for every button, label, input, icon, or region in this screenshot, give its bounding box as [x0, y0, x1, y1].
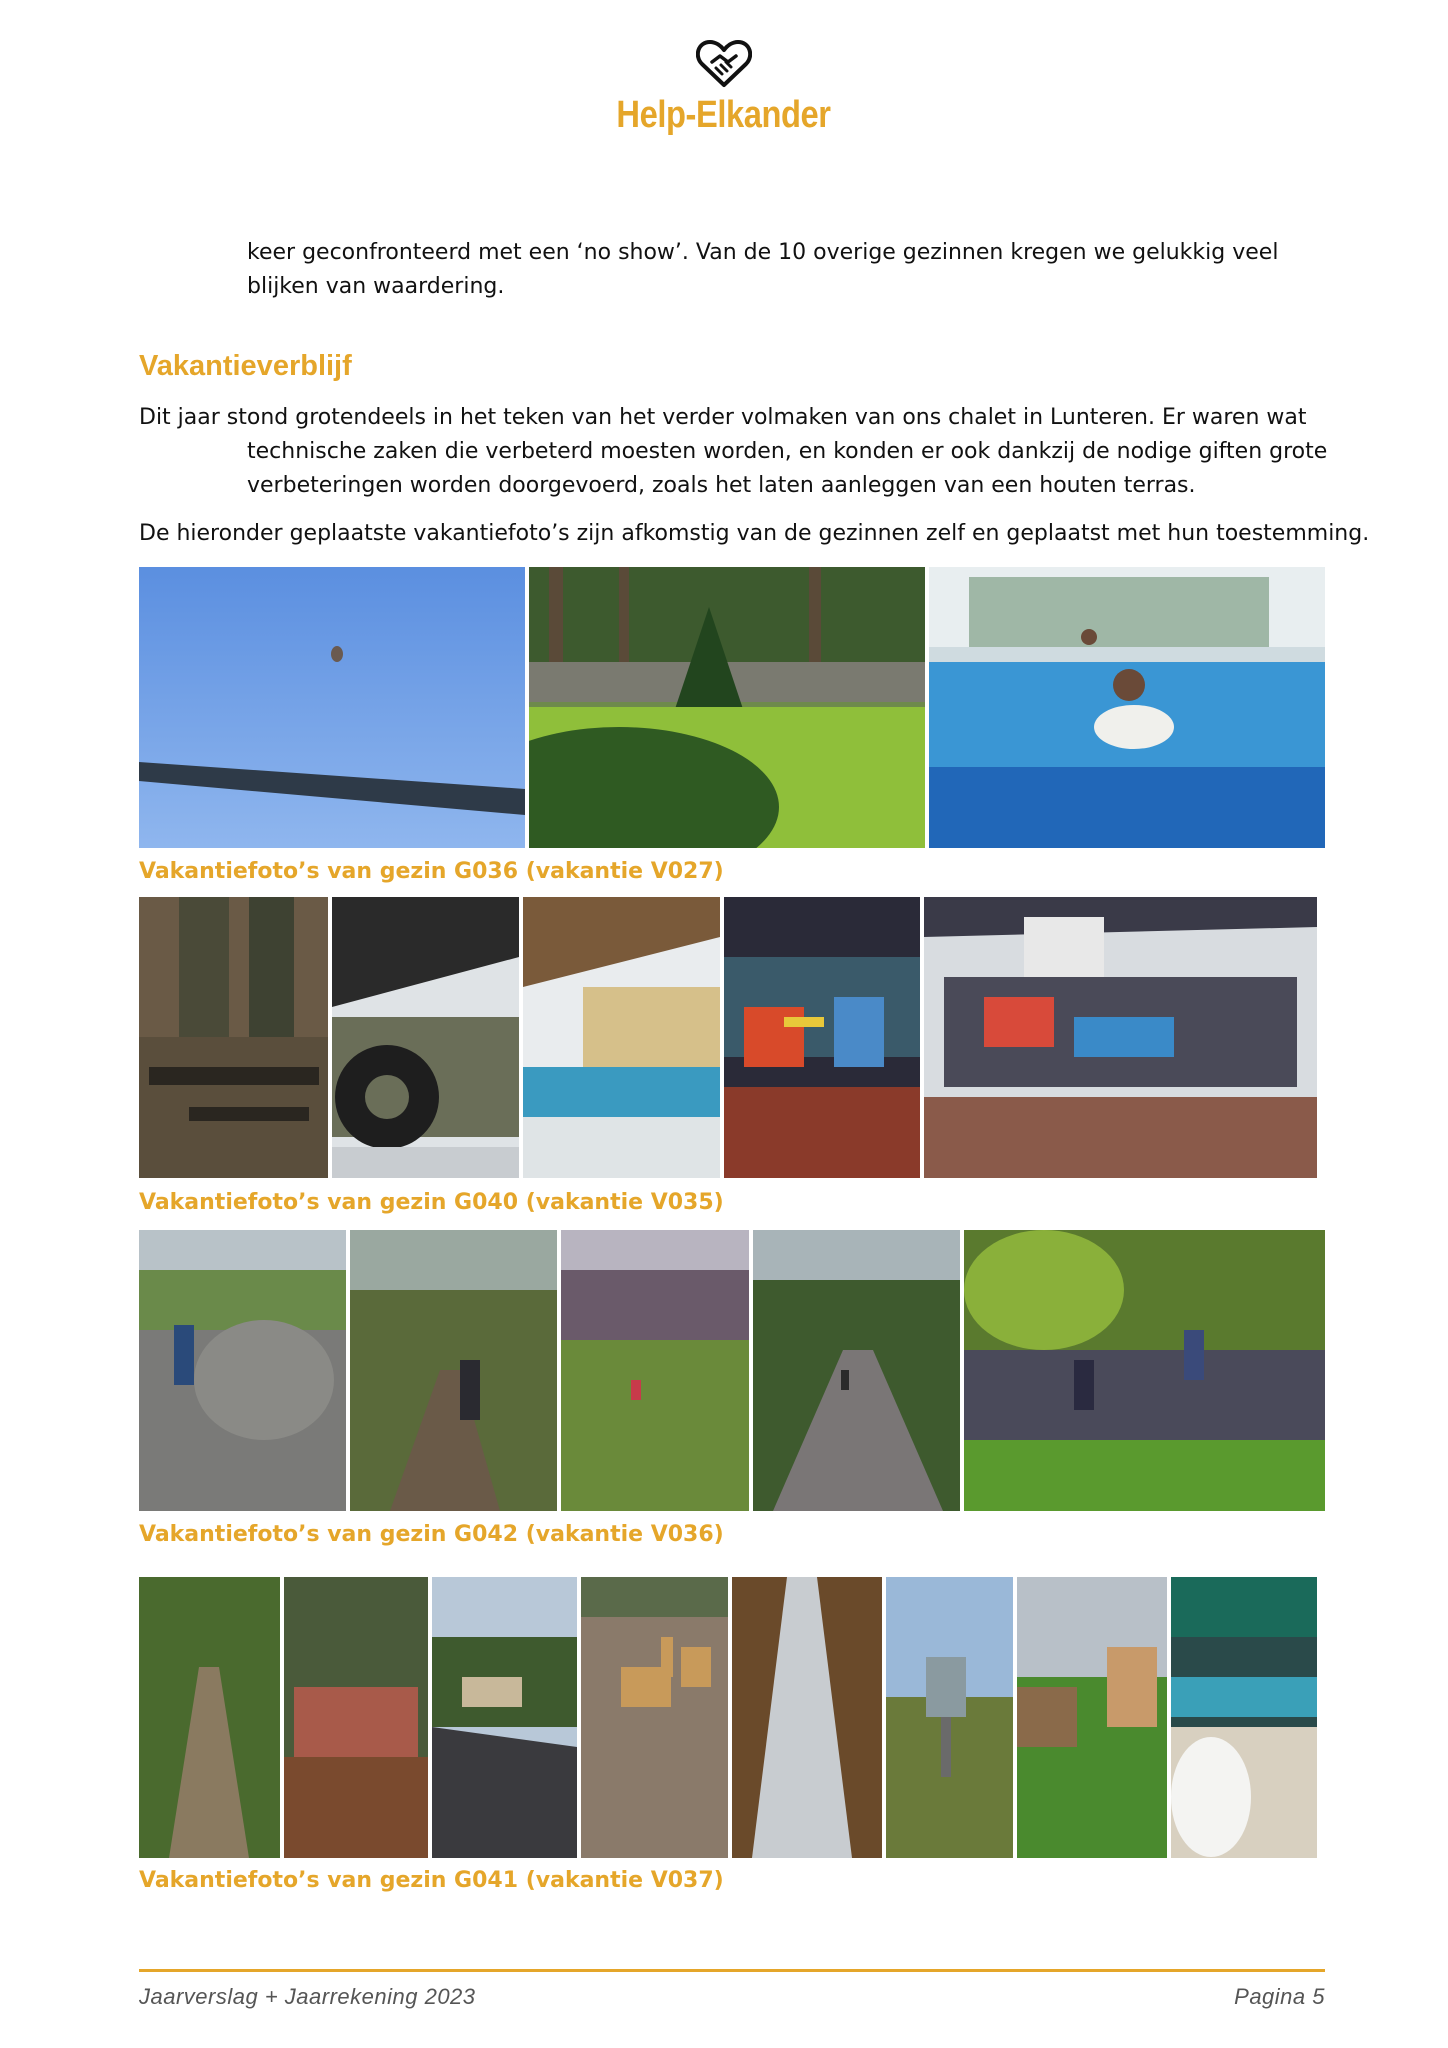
brand-name: Help-Elkander — [616, 94, 832, 136]
photo-gallery-g042 — [139, 1230, 1325, 1511]
intro-line-1: keer geconfronteerd met een ‘no show’. Van de 10 overige gezinnen kregen we gelukkig veel — [247, 240, 1279, 265]
photo-forest-path — [139, 1577, 280, 1858]
section-heading: Vakantieverblijf — [139, 350, 352, 382]
photo-large-boulder — [139, 1230, 346, 1511]
photo-indoor-pool-chair — [1171, 1577, 1317, 1858]
photo-forest-road — [753, 1230, 960, 1511]
photo-giraffes — [581, 1577, 728, 1858]
photo-holiday-park-road — [432, 1577, 577, 1858]
photo-indoor-pool — [929, 567, 1325, 848]
footer-page-number: Pagina 5 — [1234, 1984, 1325, 2009]
footer-divider — [139, 1969, 1325, 1972]
photo-garden-shed — [1017, 1577, 1167, 1858]
photo-forest-walkway — [350, 1230, 557, 1511]
photo-sky-balloon — [139, 567, 525, 848]
photo-gallery-g036 — [139, 567, 1325, 848]
footer-report-title: Jaarverslag + Jaarrekening 2023 — [139, 1984, 476, 2009]
header-logo — [0, 38, 1448, 137]
paragraph-2: De hieronder geplaatste vakantiefoto’s zijn afkomstig van de gezinnen zelf en geplaatst met hun toestemming. — [139, 521, 1370, 546]
gallery-caption-g036: Vakantiefoto’s van gezin G036 (vakantie V027) — [139, 859, 724, 884]
intro-line-2: blijken van waardering. — [247, 274, 505, 299]
photo-tree-house — [886, 1577, 1013, 1858]
photo-park-garden — [529, 567, 925, 848]
gallery-caption-g040: Vakantiefoto’s van gezin G040 (vakantie V035) — [139, 1190, 724, 1215]
photo-indoor-playground — [724, 897, 920, 1178]
paragraph-1-line-1: Dit jaar stond grotendeels in het teken van het verder volmaken van ons chalet in Lunteren. Er waren wat — [139, 405, 1307, 430]
photo-gallery-g040 — [139, 897, 1325, 1178]
photo-brick-wall — [284, 1577, 428, 1858]
paragraph-1-line-3: verbeteringen worden doorgevoerd, zoals het laten aanleggen van een houten terras. — [247, 473, 1196, 498]
handshake-heart-icon — [696, 38, 752, 88]
photo-children-playing — [964, 1230, 1325, 1511]
photo-ruins-lawn — [561, 1230, 749, 1511]
photo-stairway — [732, 1577, 882, 1858]
photo-military-truck — [332, 897, 519, 1178]
photo-gallery-g041 — [139, 1577, 1325, 1858]
gallery-caption-g041: Vakantiefoto’s van gezin G041 (vakantie V037) — [139, 1868, 724, 1893]
photo-swimming-hall — [523, 897, 720, 1178]
gallery-caption-g042: Vakantiefoto’s van gezin G042 (vakantie V036) — [139, 1522, 724, 1547]
photo-military-museum-figures — [139, 897, 328, 1178]
paragraph-1-line-2: technische zaken die verbeterd moesten worden, en konden er ook dankzij de nodige giften grote — [247, 439, 1328, 464]
photo-play-hall — [924, 897, 1317, 1178]
